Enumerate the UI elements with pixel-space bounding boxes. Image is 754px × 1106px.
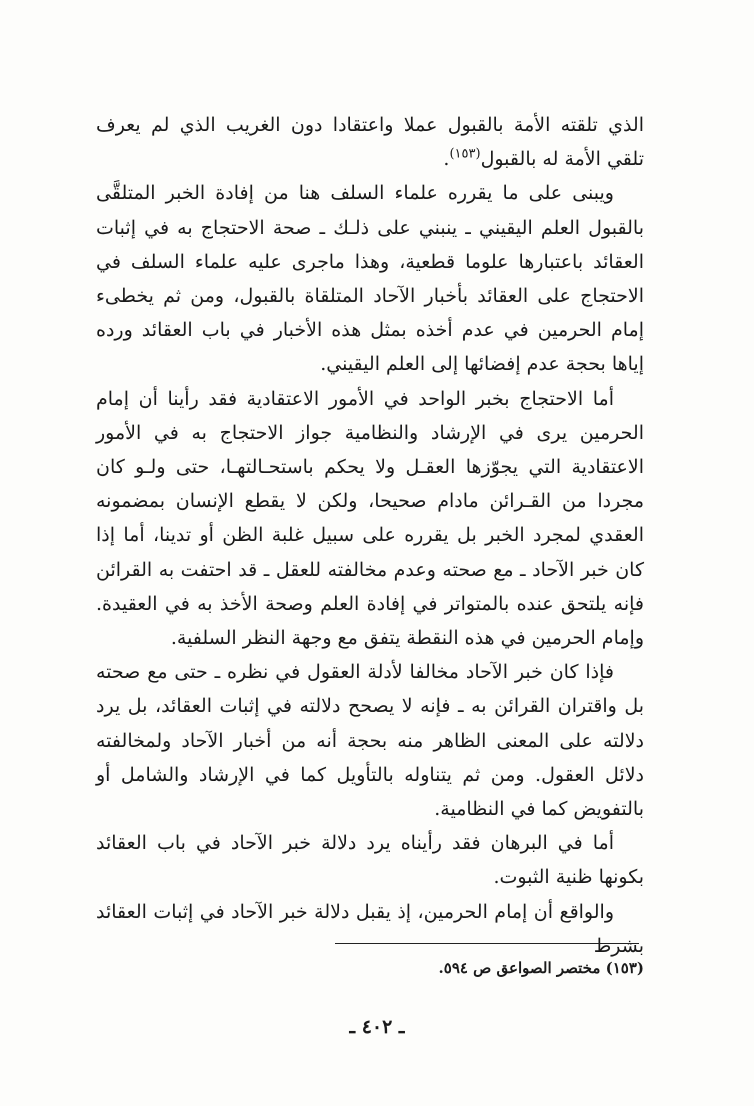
footnote-separator [335,943,639,944]
page-number: ـ ٤٠٢ ـ [349,1016,405,1038]
paragraph-1-tail: . [443,148,450,171]
paragraph-4: فإذا كان خبر الآحاد مخالفا لأدلة العقول في نظره ـ حتى مع صحته بل واقتران القرائن به ـ فإنه لا يصحح دلالته في إثبات العقائد، بل يرد دلالته على المعنى الظاهر منه بحجة أنه من أخبار الآحاد ولمخالفته دلائل العقول. ومن ثم يتناوله بالتأويل كما في الإرشاد والشامل أو بالتفويض كما في النظامية. [96,661,644,821]
paragraph-1-text: الذي تلقته الأمة بالقبول عملا واعتقادا دون الغريب الذي لم يعرف تلقي الأمة له بالقبول [96,114,644,171]
paragraph-5: أما في البرهان فقد رأيناه يرد دلالة خبر الآحاد في باب العقائد بكونها ظنية الثبوت. [96,832,644,889]
body-text [96,108,644,963]
paragraph-1 [96,108,644,176]
footnote-reference: (١٥٣) [449,146,481,162]
paragraph-2: ويبنى على ما يقرره علماء السلف هنا من إفادة الخبر المتلقَّى بالقبول العلم اليقيني ـ ينبني على ذلـك ـ صحة الاحتجاج به في إثبات العقائد باعتبارها علوما قطعية، وهذا ماجرى عليه علماء السلف في الاحتجاج على العقائد بأخبار الآحاد المتلقاة بالقبول، ومن ثم يخطىء إمام الحرمين في عدم أخذه بمثل هذه الأخبار في باب العقائد ورده إياها بحجة عدم إفضائها إلى العلم اليقيني. [96,182,644,376]
paragraph-3: أما الاحتجاج بخبر الواحد في الأمور الاعتقادية فقد رأينا أن إمام الحرمين يرى في الإرشاد والنظامية جواز الاحتجاج به في الأمور الاعتقادية التي يجوّزها العقـل ولا يحكم باستحـالتهـا، حتى ولـو كان مجردا من القـرائن مادام صحيحا، ولكن لا يقطع الإنسان بمضمونه العقدي لمجرد الخبر بل يقرره على سبيل غلبة الظن أو تدينا، أما إذا كان خبر الآحاد ـ مع صحته وعدم مخالفته للعقل ـ قد احتفت به القرائن فإنه يلتحق عنده بالمتواتر في إفادة العلم وصحة الأخذ به في العقيدة. وإمام الحرمين في هذه النقطة يتفق مع وجهة النظر السلفية. [96,387,644,650]
paragraph-6: والواقع أن إمام الحرمين، إذ يقبل دلالة خبر الآحاد في إثبات العقائد بشرط [96,900,644,957]
footnote: (١٥٣) مختصر الصواعق ص ٥٩٤. [438,959,644,977]
